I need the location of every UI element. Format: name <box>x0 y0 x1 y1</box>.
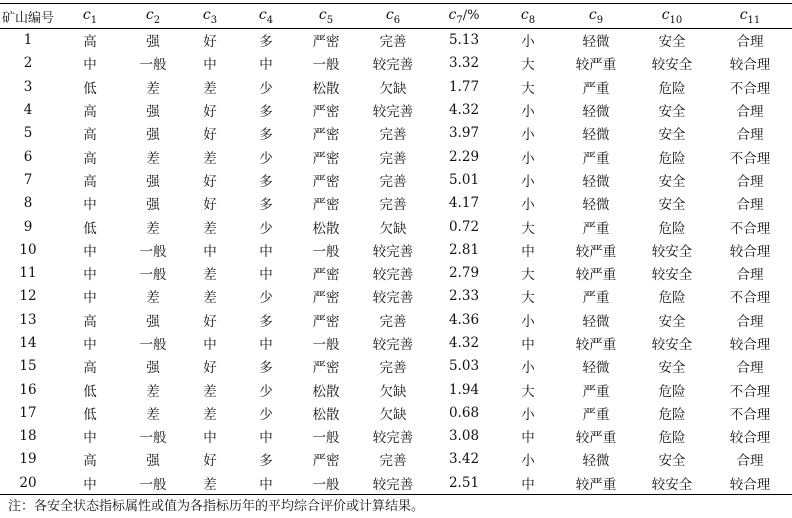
table-cell: 多 <box>259 360 273 377</box>
header-c8 <box>500 4 556 29</box>
table-cell: 差 <box>146 150 160 167</box>
table-cell: 一般 <box>139 267 167 284</box>
table-cell: 3.08 <box>448 428 480 445</box>
table-cell: 2.79 <box>448 265 480 282</box>
table-cell: 较严重 <box>575 243 617 260</box>
table-cell: 小 <box>521 104 535 121</box>
header-row <box>0 4 792 29</box>
header-var: c <box>202 6 211 23</box>
table-cell: 高 <box>83 34 97 51</box>
header-c3 <box>182 4 238 29</box>
table-cell: 强 <box>146 197 160 214</box>
table-cell: 大 <box>521 220 535 237</box>
table-cell: 高 <box>83 104 97 121</box>
table-cell: 完善 <box>379 360 407 377</box>
header-subscript: 7 <box>456 14 463 26</box>
table-cell: 中 <box>521 337 535 353</box>
table-row <box>0 378 792 401</box>
table-cell: 多 <box>259 173 273 190</box>
table-cell: 不合理 <box>729 290 771 307</box>
table-cell: 大 <box>521 383 535 400</box>
table-row <box>0 29 792 52</box>
table-cell: 低 <box>83 406 97 423</box>
table-row <box>0 425 792 448</box>
table-cell: 差 <box>182 471 238 494</box>
header-var: c <box>145 6 154 23</box>
table-cell: 危险 <box>658 383 686 400</box>
table-cell: 4.36 <box>448 311 480 328</box>
table-cell: 少 <box>259 290 273 307</box>
table-cell: 1.77 <box>448 78 480 95</box>
header-var: c <box>661 6 670 23</box>
table-cell: 危险 <box>658 80 686 97</box>
table-cell: 多 <box>259 453 273 470</box>
table-cell: 较合理 <box>729 57 771 74</box>
table-cell: 安全 <box>658 453 686 470</box>
table-cell: 轻微 <box>582 360 610 377</box>
table-cell: 安全 <box>658 173 686 190</box>
table-cell: 严密 <box>312 173 340 190</box>
table-cell: 一般 <box>139 243 167 260</box>
table-cell: 中 <box>83 290 97 307</box>
table-cell: 中 <box>83 430 97 447</box>
table-cell: 中 <box>83 267 97 284</box>
table-row <box>0 145 792 168</box>
table-cell: 小 <box>521 313 535 330</box>
table-cell: 中 <box>259 430 273 447</box>
table-cell: 严密 <box>312 150 340 167</box>
table-cell: 合理 <box>736 267 764 284</box>
table-cell: 一般 <box>139 430 167 447</box>
table-cell: 少 <box>259 406 273 423</box>
table-cell: 松散 <box>312 383 340 400</box>
table-cell: 一般 <box>139 57 167 74</box>
table-cell: 较完善 <box>372 57 414 74</box>
table-cell: 2.29 <box>448 148 480 165</box>
table-cell: 小 <box>521 173 535 190</box>
header-subscript: 3 <box>210 14 218 26</box>
table-cell: 较合理 <box>729 337 771 353</box>
table-cell: 较严重 <box>575 430 617 447</box>
table-cell: 少 <box>259 150 273 167</box>
table-cell: 严重 <box>582 220 610 237</box>
table-cell: 好 <box>203 197 217 214</box>
table-cell: 较完善 <box>358 471 428 494</box>
table-cell: 好 <box>203 453 217 470</box>
table-cell: 完善 <box>379 313 407 330</box>
header-var: c <box>739 6 748 23</box>
table-cell: 小 <box>521 406 535 423</box>
table-cell: 5.13 <box>448 32 480 49</box>
header-var: c <box>258 6 267 23</box>
table-cell: 松散 <box>312 80 340 97</box>
table-cell: 危险 <box>658 406 686 423</box>
header-var: c <box>448 6 457 23</box>
mine-safety-table <box>0 3 792 495</box>
table-cell: 一般 <box>139 337 167 353</box>
mine-id-cell: 16 <box>19 381 37 398</box>
mine-id-cell: 15 <box>19 358 37 375</box>
header-c10 <box>636 4 708 29</box>
table-cell: 松散 <box>312 406 340 423</box>
header-subscript: 10 <box>669 14 683 26</box>
table-cell: 小 <box>521 127 535 144</box>
header-mine-id: 矿山编号 <box>0 4 56 29</box>
table-body <box>0 29 792 495</box>
table-cell: 好 <box>203 360 217 377</box>
table-cell: 一般 <box>124 471 182 494</box>
table-cell: 多 <box>259 127 273 144</box>
table-cell: 差 <box>203 267 217 284</box>
table-cell: 差 <box>146 80 160 97</box>
table-cell: 较安全 <box>651 267 693 284</box>
header-unit: /% <box>462 7 480 23</box>
mine-id-cell: 12 <box>19 288 37 305</box>
header-subscript: 4 <box>266 14 274 26</box>
table-cell: 轻微 <box>582 127 610 144</box>
table-cell: 差 <box>203 383 217 400</box>
table-note: 注：各安全状态指标属性或值为各指标历年的平均综合评价或计算结果。 <box>8 499 425 514</box>
table-cell: 好 <box>203 313 217 330</box>
table-cell: 强 <box>146 34 160 51</box>
header-subscript: 5 <box>326 14 334 26</box>
table-cell: 中 <box>203 337 217 353</box>
table-cell: 较完善 <box>372 337 414 353</box>
header-var: c <box>385 6 394 23</box>
table-cell: 多 <box>259 313 273 330</box>
table-cell: 5.01 <box>448 171 480 188</box>
table-cell: 差 <box>203 406 217 423</box>
table-cell: 合理 <box>736 360 764 377</box>
header-subscript: 8 <box>528 14 536 26</box>
table-cell: 较完善 <box>372 243 414 260</box>
table-cell: 4.32 <box>448 335 480 351</box>
mine-id-cell: 17 <box>19 404 37 421</box>
table-cell: 强 <box>146 313 160 330</box>
table-cell: 危险 <box>658 290 686 307</box>
table-cell: 严重 <box>582 80 610 97</box>
table-cell: 中 <box>500 471 556 494</box>
table-cell: 少 <box>259 80 273 97</box>
header-var: c <box>318 6 327 23</box>
header-c9 <box>556 4 636 29</box>
table-cell: 轻微 <box>582 313 610 330</box>
header-c6 <box>358 4 428 29</box>
table-cell: 大 <box>521 80 535 97</box>
table-cell: 小 <box>521 197 535 214</box>
table-cell: 危险 <box>658 220 686 237</box>
table-cell: 欠缺 <box>379 383 407 400</box>
table-row <box>0 331 792 354</box>
table-cell: 好 <box>203 104 217 121</box>
mine-id-cell: 6 <box>23 148 33 165</box>
table-cell: 安全 <box>658 127 686 144</box>
table-cell: 严密 <box>312 313 340 330</box>
mine-id-cell: 2 <box>23 55 33 72</box>
table-cell: 较完善 <box>372 267 414 284</box>
table-cell: 小 <box>521 360 535 377</box>
table-cell: 较安全 <box>651 57 693 74</box>
header-var: c <box>82 6 91 23</box>
table-cell: 严密 <box>312 453 340 470</box>
header-c1 <box>56 4 124 29</box>
table-cell: 完善 <box>379 127 407 144</box>
table-cell: 完善 <box>379 453 407 470</box>
table-cell: 小 <box>521 453 535 470</box>
table-cell: 中 <box>83 57 97 74</box>
table-cell: 高 <box>83 173 97 190</box>
table-cell: 中 <box>203 243 217 260</box>
table-cell: 高 <box>83 313 97 330</box>
table-row <box>0 261 792 284</box>
table-cell: 合理 <box>736 453 764 470</box>
header-c5 <box>294 4 358 29</box>
header-c7 <box>428 4 500 29</box>
header-subscript: 11 <box>747 14 761 26</box>
table-cell: 不合理 <box>729 150 771 167</box>
mine-id-cell: 19 <box>19 451 37 468</box>
table-cell: 差 <box>203 220 217 237</box>
table-cell: 中 <box>83 337 97 353</box>
mine-id-cell: 5 <box>23 125 33 142</box>
table-cell: 强 <box>146 127 160 144</box>
table-cell: 高 <box>83 127 97 144</box>
table-cell: 安全 <box>658 313 686 330</box>
mine-id-cell: 14 <box>19 335 37 351</box>
table-cell: 完善 <box>379 150 407 167</box>
table-cell: 多 <box>259 197 273 214</box>
table-cell: 严重 <box>582 383 610 400</box>
table-cell: 差 <box>203 150 217 167</box>
table-cell: 较完善 <box>372 104 414 121</box>
table-cell: 较严重 <box>575 337 617 353</box>
table-cell: 中 <box>259 57 273 74</box>
table-cell: 不合理 <box>729 383 771 400</box>
table-cell: 合理 <box>736 104 764 121</box>
table-cell: 严重 <box>582 150 610 167</box>
table-cell: 较完善 <box>372 290 414 307</box>
table-cell: 1.94 <box>448 381 480 398</box>
table-cell: 5.03 <box>448 358 480 375</box>
table-cell: 好 <box>203 34 217 51</box>
table-row <box>0 215 792 238</box>
table-cell: 强 <box>146 104 160 121</box>
table-cell: 合理 <box>736 34 764 51</box>
table-cell: 安全 <box>658 34 686 51</box>
table-cell: 低 <box>83 383 97 400</box>
mine-id-cell: 1 <box>23 32 33 49</box>
table-row <box>0 401 792 424</box>
table-cell: 完善 <box>379 34 407 51</box>
table-row <box>0 285 792 308</box>
table-cell: 较严重 <box>575 57 617 74</box>
table-cell: 差 <box>146 383 160 400</box>
table-cell: 3.42 <box>448 451 480 468</box>
table-cell: 严密 <box>312 197 340 214</box>
table-cell: 轻微 <box>582 453 610 470</box>
table-cell: 大 <box>521 290 535 307</box>
table-cell: 较严重 <box>575 267 617 284</box>
table-row <box>0 122 792 145</box>
table-cell: 一般 <box>312 430 340 447</box>
table-cell: 0.68 <box>448 404 480 421</box>
table-cell: 差 <box>203 80 217 97</box>
table-row <box>0 471 792 494</box>
table-cell: 中 <box>83 243 97 260</box>
table-cell: 中 <box>521 430 535 447</box>
table-cell: 中 <box>83 197 97 214</box>
table-row <box>0 75 792 98</box>
table-cell: 中 <box>238 471 294 494</box>
table-cell: 高 <box>83 453 97 470</box>
header-subscript: 6 <box>393 14 401 26</box>
table-row <box>0 192 792 215</box>
table-cell: 严密 <box>312 127 340 144</box>
mine-id-cell: 13 <box>19 311 37 328</box>
table-cell: 差 <box>146 220 160 237</box>
table-cell: 合理 <box>736 313 764 330</box>
table-cell: 一般 <box>312 243 340 260</box>
table-cell: 严密 <box>312 267 340 284</box>
table-cell: 欠缺 <box>379 80 407 97</box>
mine-id-cell: 7 <box>23 171 33 188</box>
table-cell: 松散 <box>312 220 340 237</box>
header-subscript: 2 <box>153 14 161 26</box>
table-cell: 严重 <box>582 290 610 307</box>
table-cell: 4.17 <box>448 195 480 212</box>
header-c4 <box>238 4 294 29</box>
mine-id-cell: 20 <box>0 471 56 494</box>
table-cell: 大 <box>521 267 535 284</box>
table-cell: 3.32 <box>448 55 480 72</box>
table-cell: 好 <box>203 173 217 190</box>
table-cell: 合理 <box>736 173 764 190</box>
table-cell: 不合理 <box>729 406 771 423</box>
mine-id-cell: 9 <box>23 218 33 235</box>
table-cell: 轻微 <box>582 34 610 51</box>
table-cell: 轻微 <box>582 173 610 190</box>
table-cell: 差 <box>146 406 160 423</box>
header-c11 <box>708 4 792 29</box>
table-cell: 较安全 <box>651 337 693 353</box>
table-cell: 一般 <box>312 337 340 353</box>
table-cell: 中 <box>259 243 273 260</box>
table-cell: 严密 <box>312 360 340 377</box>
table-cell: 中 <box>203 430 217 447</box>
table-cell: 不合理 <box>729 220 771 237</box>
table-cell: 严密 <box>312 34 340 51</box>
header-subscript: 1 <box>90 14 98 26</box>
table-cell: 较合理 <box>729 430 771 447</box>
table-cell: 中 <box>259 337 273 353</box>
table-cell: 强 <box>146 360 160 377</box>
table-row <box>0 308 792 331</box>
table-cell: 较合理 <box>708 471 792 494</box>
mine-id-cell: 11 <box>19 265 37 282</box>
table-cell: 低 <box>83 220 97 237</box>
table-cell: 多 <box>259 34 273 51</box>
table-cell: 欠缺 <box>379 406 407 423</box>
table-cell: 强 <box>146 173 160 190</box>
table-cell: 中 <box>56 471 124 494</box>
table-cell: 较严重 <box>556 471 636 494</box>
table-cell: 完善 <box>379 173 407 190</box>
table-cell: 严密 <box>312 290 340 307</box>
table-cell: 强 <box>146 453 160 470</box>
table-cell: 较完善 <box>372 430 414 447</box>
table-cell: 安全 <box>658 360 686 377</box>
table-cell: 较安全 <box>636 471 708 494</box>
table-cell: 高 <box>83 360 97 377</box>
table-cell: 中 <box>521 243 535 260</box>
table-row <box>0 448 792 471</box>
table-cell: 4.32 <box>448 102 480 119</box>
table-cell: 好 <box>203 127 217 144</box>
table-cell: 较安全 <box>651 243 693 260</box>
table-cell: 合理 <box>736 197 764 214</box>
table-cell: 不合理 <box>729 80 771 97</box>
table-cell: 严重 <box>582 406 610 423</box>
table-cell: 3.97 <box>448 125 480 142</box>
table-row <box>0 52 792 75</box>
mine-id-cell: 8 <box>23 195 33 212</box>
table-cell: 小 <box>521 150 535 167</box>
table-cell: 差 <box>146 290 160 307</box>
table-cell: 多 <box>259 104 273 121</box>
mine-id-cell: 3 <box>23 78 33 95</box>
table-cell: 小 <box>521 34 535 51</box>
table-row <box>0 98 792 121</box>
table-cell: 严密 <box>312 104 340 121</box>
table-cell: 少 <box>259 220 273 237</box>
table-cell: 高 <box>83 150 97 167</box>
mine-id-cell: 10 <box>19 241 37 258</box>
table-cell: 危险 <box>658 150 686 167</box>
table-cell: 完善 <box>379 197 407 214</box>
table-cell: 安全 <box>658 197 686 214</box>
table-cell: 少 <box>259 383 273 400</box>
header-var: c <box>520 6 529 23</box>
table-cell: 中 <box>259 267 273 284</box>
table-cell: 轻微 <box>582 197 610 214</box>
table-cell: 危险 <box>658 430 686 447</box>
table-cell: 轻微 <box>582 104 610 121</box>
table-cell: 一般 <box>294 471 358 494</box>
table-row <box>0 168 792 191</box>
table-cell: 0.72 <box>448 218 480 235</box>
table-cell: 安全 <box>658 104 686 121</box>
table-cell: 2.81 <box>448 241 480 258</box>
table-cell: 2.51 <box>428 471 500 494</box>
table-cell: 大 <box>521 57 535 74</box>
header-var: c <box>588 6 597 23</box>
table-cell: 中 <box>203 57 217 74</box>
header-c2 <box>124 4 182 29</box>
table-cell: 较合理 <box>729 243 771 260</box>
table-cell: 低 <box>83 80 97 97</box>
table-cell: 2.33 <box>448 288 480 305</box>
table-cell: 欠缺 <box>379 220 407 237</box>
header-subscript: 9 <box>596 14 604 26</box>
table-row <box>0 355 792 378</box>
table-cell: 差 <box>203 290 217 307</box>
mine-id-cell: 18 <box>19 428 37 445</box>
table-cell: 合理 <box>736 127 764 144</box>
mine-id-cell: 4 <box>23 102 33 119</box>
table-cell: 一般 <box>312 57 340 74</box>
table-row <box>0 238 792 261</box>
